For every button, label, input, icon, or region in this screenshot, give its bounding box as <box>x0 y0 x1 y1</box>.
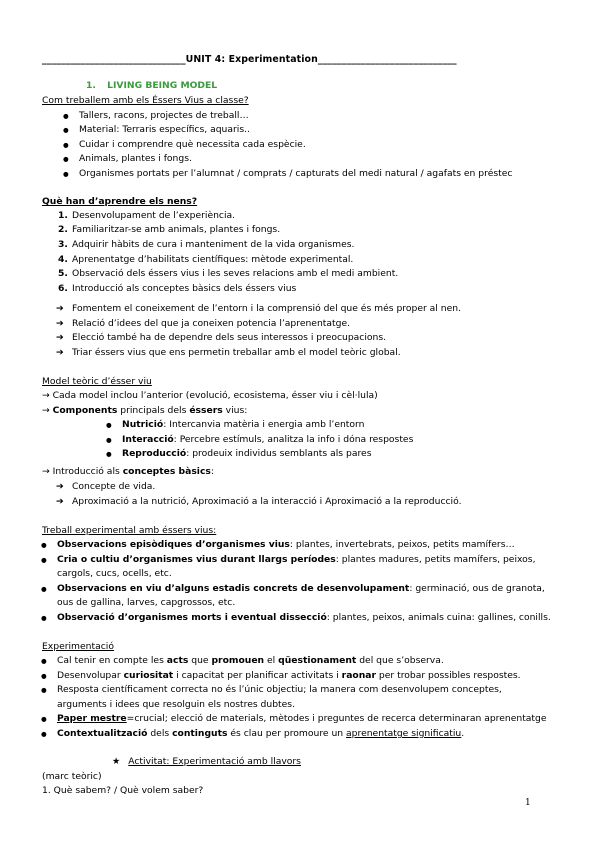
exp-text: per trobar possibles respostes. <box>376 670 521 681</box>
treball-item <box>57 539 515 551</box>
numbered-item <box>58 210 236 222</box>
component-desc: : prodeuix individus semblants als pares <box>186 448 372 459</box>
model-bold: Components <box>52 405 118 416</box>
experimentacio-continuation: arguments i idees que resolguin els nostres dubtes. <box>57 699 295 710</box>
list-item: ● Cuidar i comprendre què necessita cada espècie. <box>79 139 306 151</box>
treball-continuation: ous de gallina, larves, capgrossos, etc. <box>57 597 236 608</box>
item-text: Desenvolupament de l’experiència. <box>72 210 236 221</box>
exp-bold: Paper mestre <box>57 713 127 724</box>
experimentacio-item <box>57 670 521 682</box>
experimentacio-heading: Experimentació <box>42 641 114 652</box>
experimentacio-item <box>57 713 547 725</box>
arrow-icon: ➔ <box>56 318 64 329</box>
arrow-item <box>56 496 462 508</box>
activitat-sub: (marc teòric) <box>42 771 102 782</box>
exp-bold: promouen <box>211 655 265 666</box>
list-item: ● Organismes portats per l’alumnat / comprats / capturats del medi natural / agafats en préstec <box>79 168 512 180</box>
page-title: ______________________________UNIT 4: Experimentation_____________________________ <box>42 54 457 65</box>
treball-bold: Observacions en viu d’alguns estadis concrets de desenvolupament <box>57 583 410 594</box>
exp-text: del que s’observa. <box>356 655 444 666</box>
component-name: Reproducció <box>122 448 187 459</box>
component-item <box>122 448 371 460</box>
exp-text: el <box>264 655 279 666</box>
right-arrow-icon: → <box>42 390 50 401</box>
exp-text: és clau per promoure un <box>227 728 347 739</box>
arrow-text: Triar éssers vius que ens permetin treballar amb el model teòric global. <box>72 347 401 358</box>
arrow-text: Fomentem el coneixement de l’entorn i la comprensió del que és més proper al nen. <box>72 303 461 314</box>
treball-item <box>57 612 551 624</box>
item-number: 5. <box>58 268 68 279</box>
model-line <box>42 405 247 417</box>
model-text: : <box>210 466 214 477</box>
star-icon: ★ <box>112 756 121 767</box>
arrow-text: Elecció també ha de dependre dels seus interessos i preocupacions. <box>72 332 387 343</box>
arrow-icon: ➔ <box>56 347 64 358</box>
item-text: Introducció als conceptes bàsics dels éssers vius <box>72 283 297 294</box>
experimentacio-item <box>57 728 464 740</box>
numbered-item <box>58 239 355 251</box>
treball-continuation: cargols, cucs, ocells, etc. <box>57 568 172 579</box>
treball-item <box>57 583 545 595</box>
exp-bold: continguts <box>172 728 228 739</box>
exp-text: i capacitat per planificar activitats i <box>173 670 342 681</box>
question-heading: Com treballem amb els Éssers Vius a classe? <box>42 95 249 106</box>
model-line <box>42 390 378 402</box>
exp-bold: acts <box>166 655 189 666</box>
model-bold: éssers <box>189 405 223 416</box>
exp-text: =crucial; elecció de materials, mètodes i preguntes de recerca determinaran aprenentatge <box>126 713 547 724</box>
question-heading: Què han d’aprendre els nens? <box>42 196 198 207</box>
exp-text: que <box>188 655 212 666</box>
arrow-item <box>56 481 156 493</box>
item-number: 3. <box>58 239 68 250</box>
treball-bold: Observacions episòdiques d’organismes vius <box>57 539 290 550</box>
activitat-heading <box>112 756 301 768</box>
item-number: 1. <box>58 210 68 221</box>
treball-item <box>57 554 536 566</box>
model-bold: conceptes bàsics <box>122 466 211 477</box>
arrow-icon: ➔ <box>56 496 64 507</box>
item-text: Aprenentatge d’habilitats científiques: mètode experimental. <box>72 254 354 265</box>
arrow-item <box>56 303 461 315</box>
item-number: 6. <box>58 283 68 294</box>
right-arrow-icon: → <box>42 466 50 477</box>
component-name: Interacció <box>122 434 174 445</box>
model-text: vius: <box>222 405 248 416</box>
list-item: ● Material: Terraris específics, aquaris.. <box>79 124 250 136</box>
item-number: 4. <box>58 254 68 265</box>
list-item: ● Tallers, racons, projectes de treball… <box>79 110 249 122</box>
exp-bold: curiositat <box>123 670 174 681</box>
exp-text: . <box>461 728 465 739</box>
arrow-text: Aproximació a la nutrició, Aproximació a la interacció i Aproximació a la reproducció. <box>72 496 462 507</box>
numbered-item <box>58 268 399 280</box>
model-text: Introducció als <box>52 466 123 477</box>
model-heading: Model teòric d’ésser viu <box>42 376 152 387</box>
exp-bold: Contextualització <box>57 728 148 739</box>
activitat-title: Activitat: Experimentació amb llavors <box>128 756 301 767</box>
numbered-item <box>58 254 354 266</box>
section-number: 1. <box>86 80 96 91</box>
exp-underlined: aprenentatge significatiu <box>346 728 462 739</box>
item-text: Familiaritzar-se amb animals, plantes i fongs. <box>72 224 281 235</box>
section-heading <box>86 80 217 92</box>
exp-bold: raonar <box>341 670 376 681</box>
treball-text: : plantes, invertebrats, peixos, petits mamífers… <box>289 539 515 550</box>
right-arrow-icon: → <box>42 405 50 416</box>
exp-text: Cal tenir en compte les <box>57 655 167 666</box>
treball-heading: Treball experimental amb éssers vius: <box>42 525 217 536</box>
numbered-item <box>58 224 281 236</box>
component-item <box>122 434 413 446</box>
exp-text: dels <box>147 728 173 739</box>
component-desc: : Intercanvia matèria i energia amb l’entorn <box>163 419 365 430</box>
model-line <box>42 466 214 478</box>
component-name: Nutrició <box>122 419 164 430</box>
experimentacio-item: ● Resposta científicament correcta no és l’únic objectiu; la manera com desenvolupem conceptes, <box>57 684 502 696</box>
arrow-text: Relació d’idees del que ja coneixen potencia l’aprenentatge. <box>72 318 351 329</box>
page-number: 1 <box>525 798 531 808</box>
arrow-icon: ➔ <box>56 332 64 343</box>
item-text: Observació dels éssers vius i les seves relacions amb el medi ambient. <box>72 268 399 279</box>
exp-bold: qüestionament <box>278 655 357 666</box>
arrow-text: Concepte de vida. <box>72 481 156 492</box>
treball-bold: Observació d’organismes morts i eventual dissecció <box>57 612 327 623</box>
numbered-item <box>58 283 297 295</box>
arrow-item <box>56 347 401 359</box>
treball-text: : germinació, ous de granota, <box>409 583 545 594</box>
exp-text: Desenvolupar <box>57 670 124 681</box>
treball-text: : plantes, peixos, animals cuina: gallines, conills. <box>326 612 551 623</box>
model-text: Cada model inclou l’anterior (evolució, ecosistema, ésser viu i cèl·lula) <box>52 390 378 401</box>
arrow-icon: ➔ <box>56 303 64 314</box>
model-text: principals dels <box>117 405 190 416</box>
arrow-icon: ➔ <box>56 481 64 492</box>
component-desc: : Percebre estímuls, analitza la info i dóna respostes <box>173 434 414 445</box>
section-title: LIVING BEING MODEL <box>107 80 218 91</box>
activitat-question: 1. Què sabem? / Què volem saber? <box>42 785 204 796</box>
component-item <box>122 419 364 431</box>
arrow-item <box>56 332 387 344</box>
treball-bold: Cria o cultiu d’organismes vius durant llargs períodes <box>57 554 336 565</box>
list-item: ● Animals, plantes i fongs. <box>79 153 192 165</box>
arrow-item <box>56 318 351 330</box>
item-number: 2. <box>58 224 68 235</box>
treball-text: : plantes madures, petits mamífers, peixos, <box>335 554 536 565</box>
item-text: Adquirir hàbits de cura i manteniment de la vida organismes. <box>72 239 355 250</box>
experimentacio-item <box>57 655 444 667</box>
